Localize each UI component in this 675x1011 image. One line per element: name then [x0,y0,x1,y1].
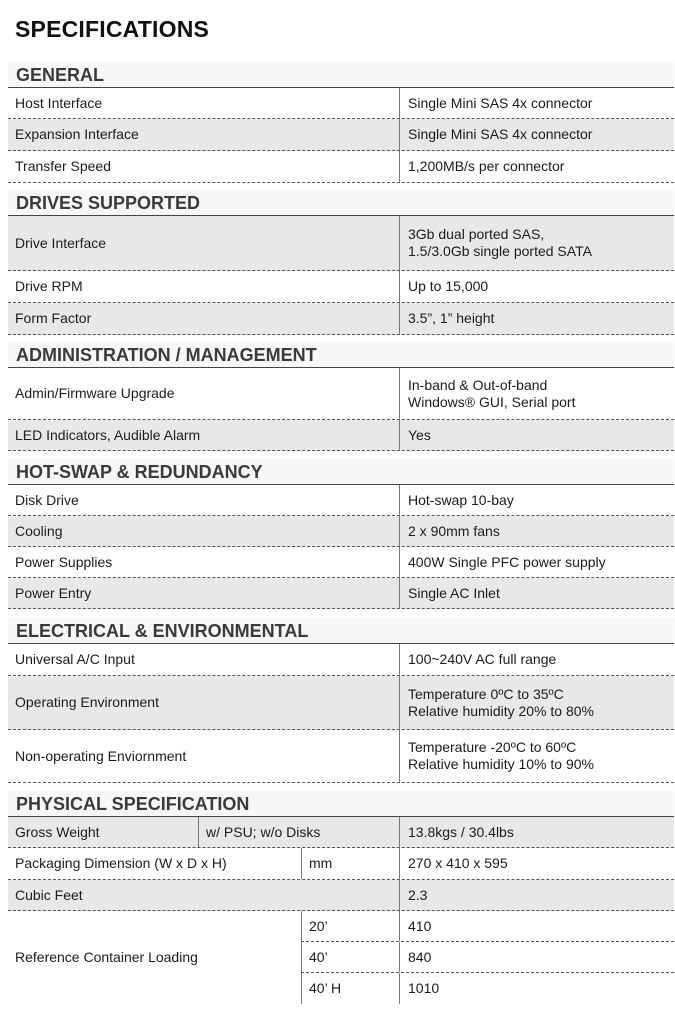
section-general [8,62,674,183]
spec-row-power-entry [8,578,674,609]
container-row-40h [301,973,674,1004]
spec-label: Disk Drive [15,491,79,508]
section-electrical [8,618,674,783]
spec-value [399,368,674,419]
spec-value: Single Mini SAS 4x connector [399,119,674,150]
spec-row-drive-interface [8,216,674,271]
spec-label: Cubic Feet [15,886,83,903]
section-physical [8,791,674,1004]
spec-value [399,730,674,782]
spec-value-line: Temperature -20ºC to 60ºC [408,739,577,755]
spec-value: 2.3 [399,880,674,910]
spec-row-gross-weight [8,817,674,848]
spec-row-led-indicators [8,420,674,451]
spec-value: 840 [399,942,674,972]
spec-label: Packaging Dimension (W x D x H) [15,855,227,871]
spec-label: Cooling [15,522,63,539]
spec-row-disk-drive [8,485,674,516]
spec-row-cooling [8,516,674,547]
spec-row-form-factor [8,303,674,335]
spec-row-container-loading [8,911,674,1004]
spec-value-line: 3Gb dual ported SAS, [408,226,545,242]
spec-label: Gross Weight [15,823,100,840]
spec-label: Universal A/C Input [15,651,135,667]
spec-value: 410 [399,911,674,941]
spec-row-power-supplies [8,547,674,578]
spec-label: Non-operating Enviornment [15,747,187,764]
container-row-20 [301,911,674,942]
spec-row-expansion-interface [8,119,674,151]
spec-value: 2 x 90mm fans [399,516,674,546]
container-type: 40’ H [301,973,399,1004]
spec-label: Host Interface [15,94,103,111]
spec-row-non-operating-environment [8,730,674,783]
spec-value: Single AC Inlet [399,578,674,608]
spec-value-line: Temperature 0ºC to 35ºC [408,685,564,702]
spec-label: Form Factor [15,310,92,326]
spec-value: 270 x 410 x 595 [399,848,674,879]
spec-label: Operating Environment [15,694,159,710]
container-type: 20’ [301,911,399,941]
spec-label: Reference Container Loading [15,949,198,965]
section-heading-hotswap: HOT-SWAP & REDUNDANCY [8,459,674,485]
section-hotswap [8,459,674,609]
spec-qualifier: w/ PSU; w/o Disks [198,817,399,847]
page-title: SPECIFICATIONS [15,16,210,42]
spec-row-packaging-dimension [8,848,674,880]
spec-label: Drive RPM [15,278,83,294]
section-heading-physical: PHYSICAL SPECIFICATION [8,791,674,817]
spec-value: 3.5”, 1” height [399,303,674,334]
spec-value: 1,200MB/s per connector [399,151,674,182]
spec-label: Transfer Speed [15,158,111,174]
spec-row-ac-input [8,644,674,676]
section-heading-drives: DRIVES SUPPORTED [8,190,674,216]
spec-value: Yes [399,420,674,450]
spec-row-operating-environment [8,676,674,730]
section-heading-electrical: ELECTRICAL & ENVIRONMENTAL [8,618,674,644]
spec-value: Single Mini SAS 4x connector [399,88,674,118]
spec-label: Expansion Interface [15,126,139,142]
spec-value: 400W Single PFC power supply [399,547,674,577]
spec-value: Up to 15,000 [399,271,674,302]
spec-value-line: 1.5/3.0Gb single ported SATA [408,243,592,259]
spec-value: 13.8kgs / 30.4lbs [399,817,674,847]
spec-row-host-interface [8,88,674,119]
section-admin [8,342,674,451]
spec-label: Power Entry [15,584,92,601]
spec-value [399,216,674,270]
spec-label: Admin/Firmware Upgrade [15,385,175,401]
spec-value [399,676,674,729]
container-type: 40’ [301,942,399,972]
spec-unit: mm [301,848,399,879]
spec-row-cubic-feet [8,880,674,911]
spec-label: Drive Interface [15,234,107,251]
spec-value-line: Relative humidity 10% to 90% [408,756,594,772]
spec-label: LED Indicators, Audible Alarm [15,426,201,443]
spec-label: Power Supplies [15,553,113,570]
spec-value: 100~240V AC full range [399,644,674,675]
spec-value: Hot-swap 10-bay [399,485,674,515]
spec-value-line: Relative humidity 20% to 80% [408,702,594,719]
section-heading-general: GENERAL [8,62,674,88]
spec-row-transfer-speed [8,151,674,183]
spec-value-line: In-band & Out-of-band [408,376,548,393]
spec-value: 1010 [399,973,674,1004]
container-row-40 [301,942,674,973]
spec-row-drive-rpm [8,271,674,303]
spec-value-line: Windows® GUI, Serial port [408,393,576,410]
section-heading-admin: ADMINISTRATION / MANAGEMENT [8,342,674,368]
section-drives [8,190,674,335]
spec-row-admin-firmware [8,368,674,420]
